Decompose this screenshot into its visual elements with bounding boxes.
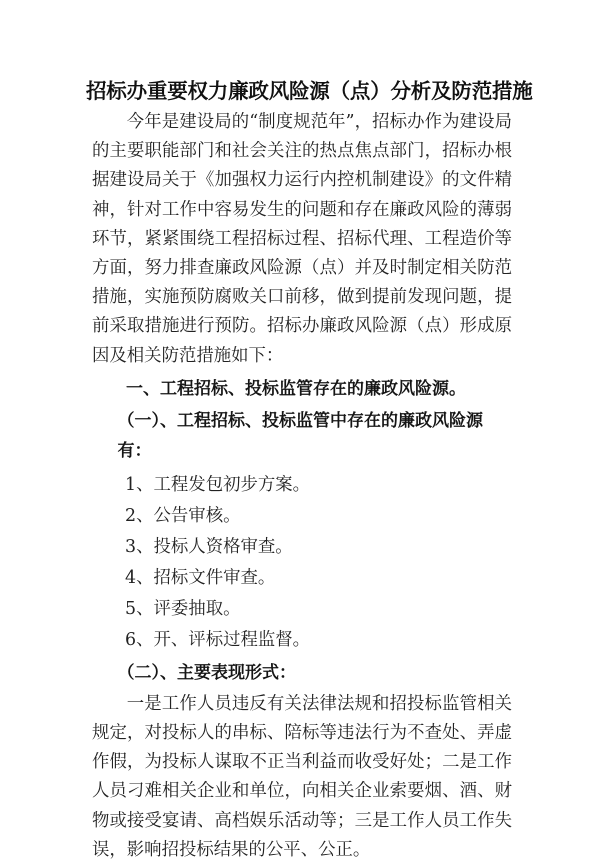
list-item	[92, 563, 512, 594]
intro-paragraph: 今年是建设局的“制度规范年”，招标办作为建设局的主要职能部门和社会关注的热点焦点部门，招标办根据建设局关于《加强权力运行内控机制建设》的文件精神，针对工作中容易发生的问题和存在廉政风险的薄弱环节，紧紧围绕工程招标过程、招标代理、工程造价等方面，努力排查廉政风险源（点）并及时制定相关防范措施，实施预防腐败关口前移，做到提前发现问题，提前采取措施进行预防。招标办廉政风险源（点）形成原因及相关防范措施如下：	[92, 112, 512, 366]
list-item-number: 6、	[125, 629, 154, 650]
list-item-text: 投标人资格审查。	[153, 536, 293, 557]
list-item	[92, 532, 512, 563]
list-item-text: 招标文件审查。	[153, 567, 276, 588]
list-item-number: 5、	[125, 598, 154, 619]
list-item-text: 评委抽取。	[153, 598, 241, 619]
list-item-text: 开、评标过程监督。	[153, 629, 311, 650]
list-item-number: 1、	[125, 474, 154, 495]
document-page	[86, 78, 533, 865]
list-item-number: 4、	[125, 567, 154, 588]
document-title: 招标办重要权力廉政风险源（点）分析及防范措施	[86, 79, 533, 103]
list-item-number: 3、	[125, 536, 154, 557]
section-heading-1: 一、工程招标、投标监管存在的廉政风险源。	[126, 378, 466, 399]
manifestation-paragraph: 一是工作人员违反有关法律法规和招投标监管相关规定，对投标人的串标、陪标等违法行为不查处、弄虚作假，为投标人谋取不正当利益而收受好处；二是工作人员刁难相关企业和单位，向相关企业索要烟、酒、财物或接受宴请、高档娱乐活动等；三是工作人员工作失误，影响招投标结果的公平、公正。	[92, 693, 512, 860]
list-item	[92, 470, 512, 501]
list-item	[92, 594, 512, 625]
subsection-heading-2: （二）、主要表现形式：	[117, 662, 296, 683]
list-item-text: 公告审核。	[153, 505, 241, 526]
list-item	[92, 501, 512, 532]
risk-source-list	[92, 470, 512, 656]
list-item-number: 2、	[125, 505, 154, 526]
list-item	[92, 625, 512, 656]
list-item-text: 工程发包初步方案。	[153, 474, 311, 495]
subsection-heading-1: （一）、工程招标、投标监管中存在的廉政风险源有：	[117, 410, 483, 461]
